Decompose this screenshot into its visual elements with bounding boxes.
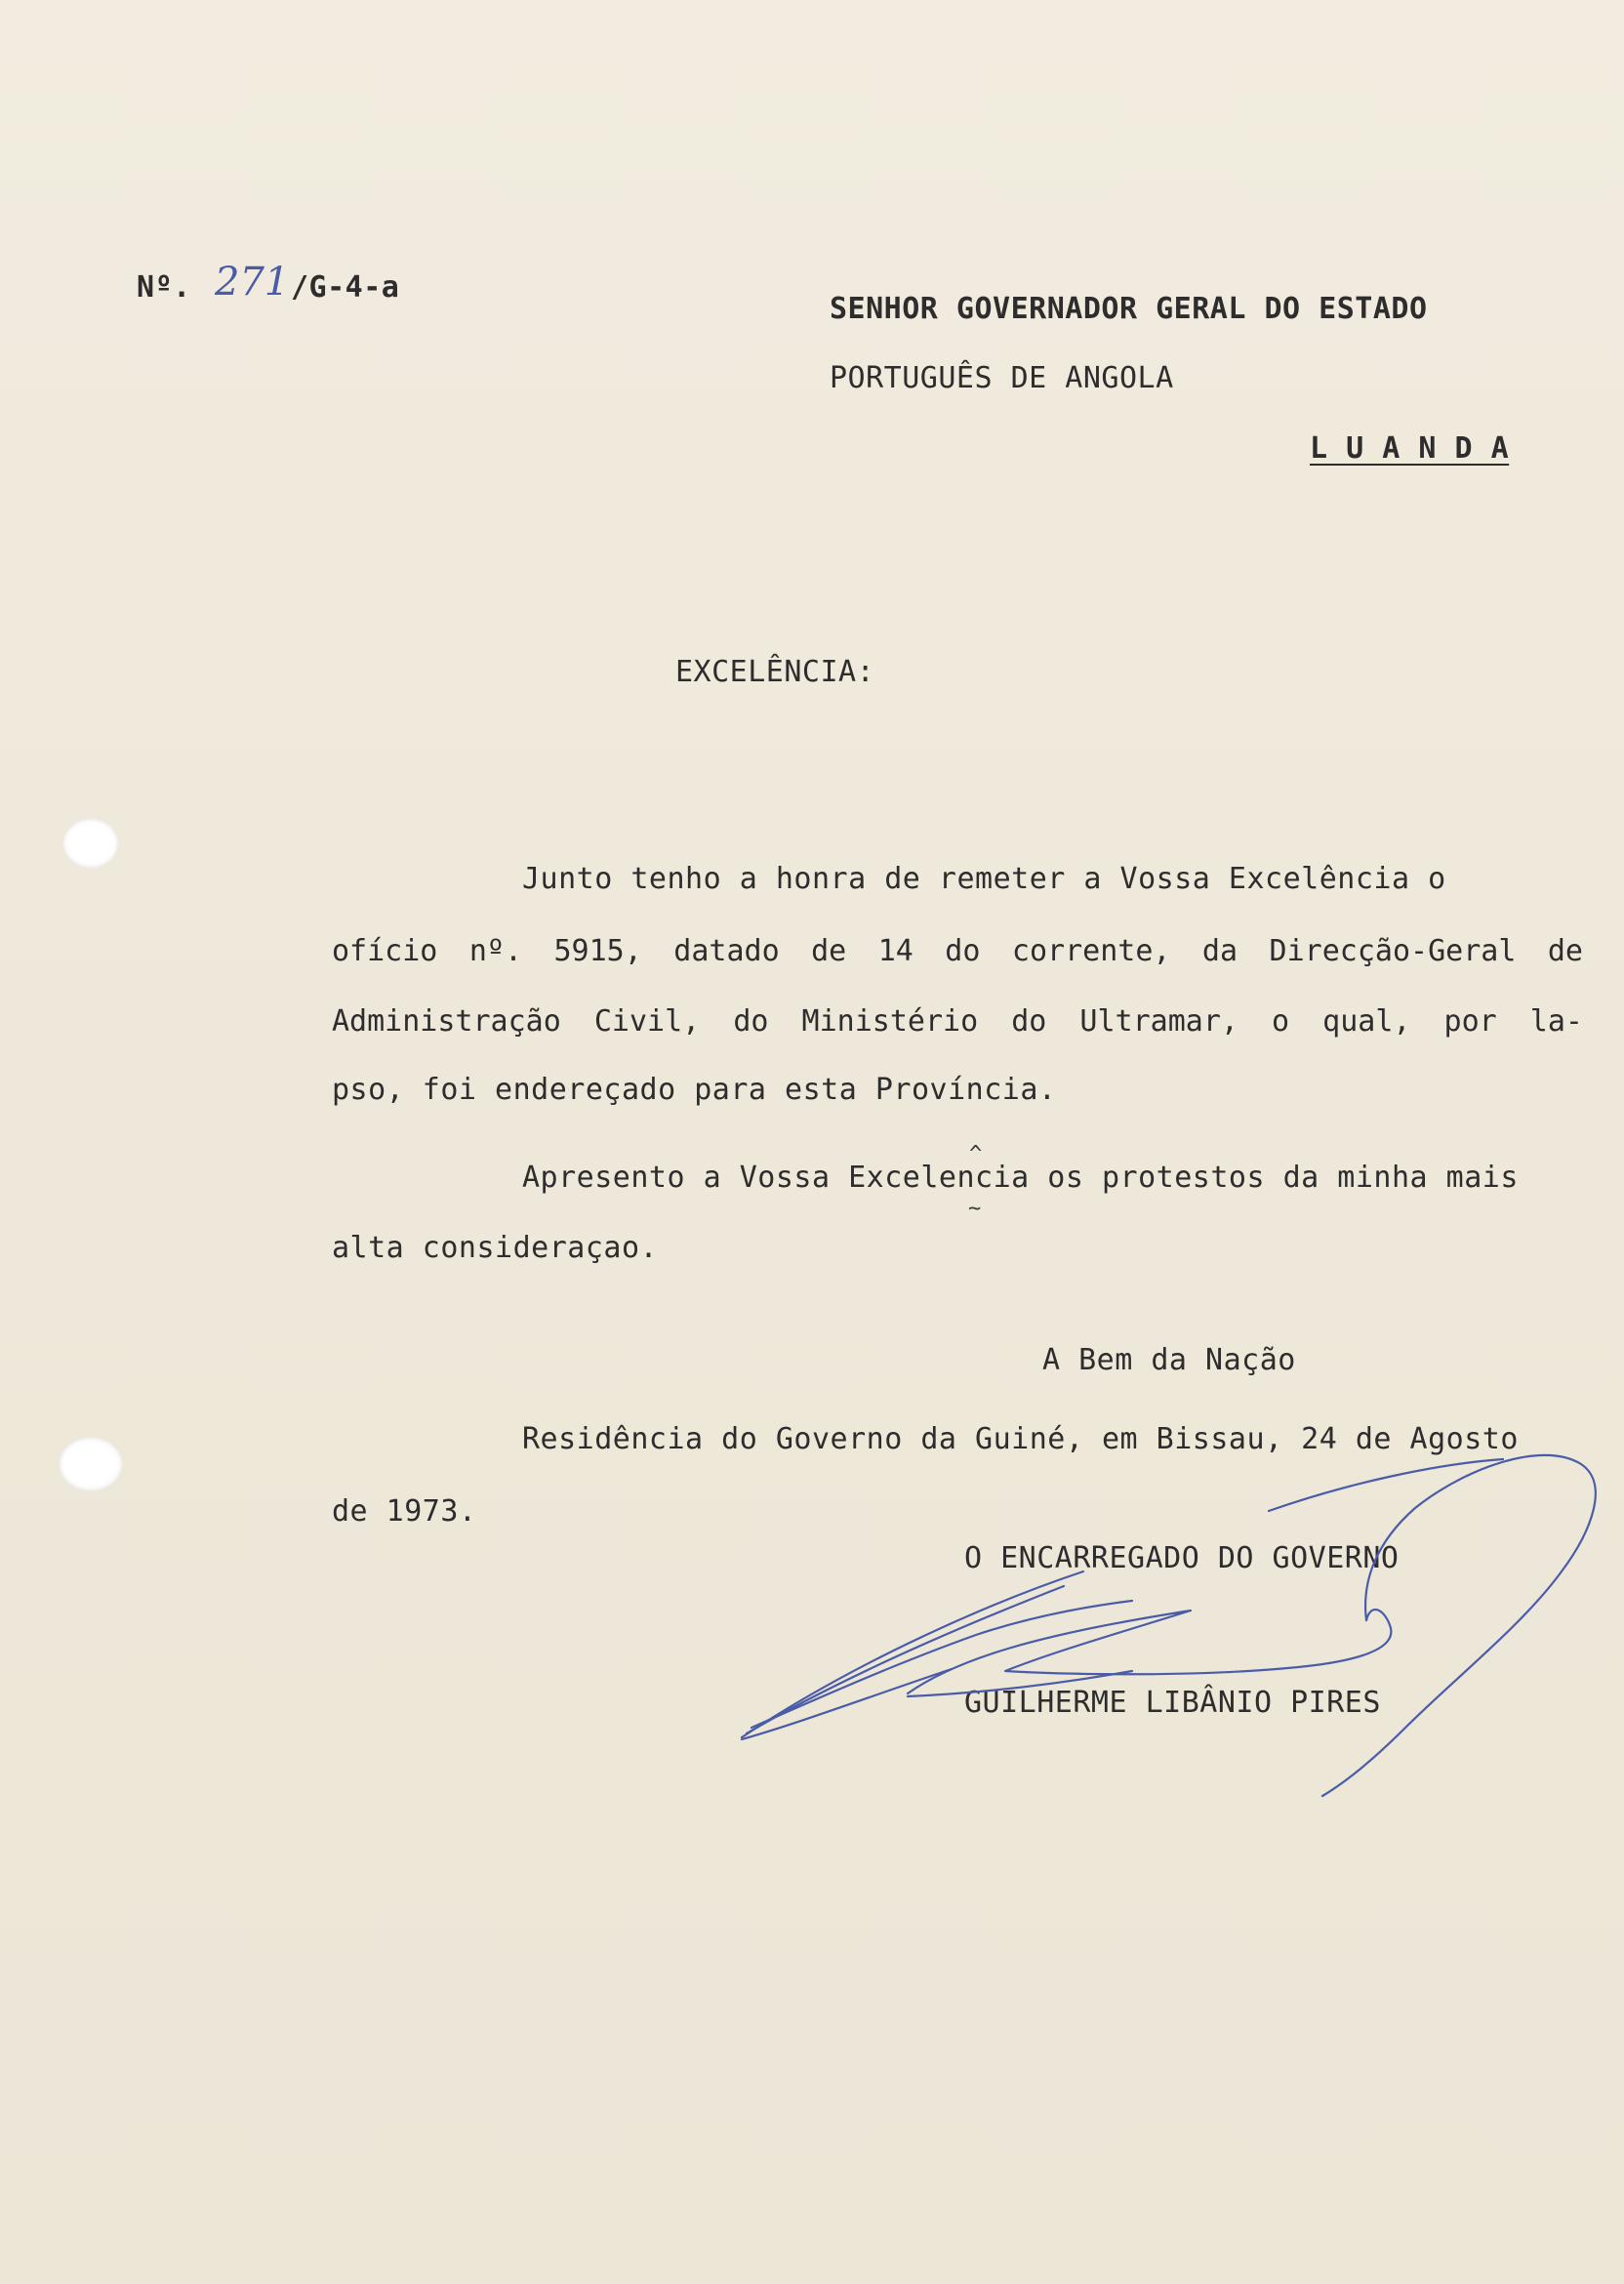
addressee-city: L U A N D A xyxy=(1310,431,1510,466)
paragraph-1-line-3: Administração Civil, do Ministério do Ultramar, o qual, por la- xyxy=(332,1004,1583,1039)
paragraph-1-line-2: ofício nº. 5915, datado de 14 do corrente, da Direcção-Geral de xyxy=(332,934,1583,968)
paragraph-2-line-2: alta consideraçao. xyxy=(332,1231,659,1265)
addressee-line-1: SENHOR GOVERNADOR GERAL DO ESTADO xyxy=(830,292,1428,326)
punch-hole-upper xyxy=(62,818,119,869)
salutation: EXCELÊNCIA: xyxy=(675,655,875,689)
place-date-line-2: de 1973. xyxy=(332,1494,477,1529)
place-date-line-1: Residência do Governo da Guiné, em Bissau, 24 de Agosto xyxy=(522,1422,1519,1456)
paragraph-2-line-1: Apresento a Vossa Excelencia os protestos da minha mais xyxy=(522,1161,1519,1195)
punch-hole-lower xyxy=(59,1437,123,1491)
paragraph-1-line-1: Junto tenho a honra de remeter a Vossa Excelência o xyxy=(522,862,1446,896)
reference-suffix: /G-4-a xyxy=(291,270,400,305)
correction-tilde: ~ xyxy=(968,1197,982,1221)
reference-prefix: Nº. xyxy=(137,270,191,305)
paragraph-1-line-4: pso, foi endereçado para esta Província. xyxy=(332,1073,1057,1107)
signatory-name: GUILHERME LIBÂNIO PIRES xyxy=(964,1686,1381,1720)
closing-motto: A Bem da Nação xyxy=(1042,1343,1296,1377)
reference-handwritten-number: 271 xyxy=(215,260,290,305)
correction-circumflex: ^ xyxy=(969,1142,983,1166)
addressee-line-2: PORTUGUÊS DE ANGOLA xyxy=(830,361,1174,395)
signatory-title: O ENCARREGADO DO GOVERNO xyxy=(964,1541,1400,1575)
